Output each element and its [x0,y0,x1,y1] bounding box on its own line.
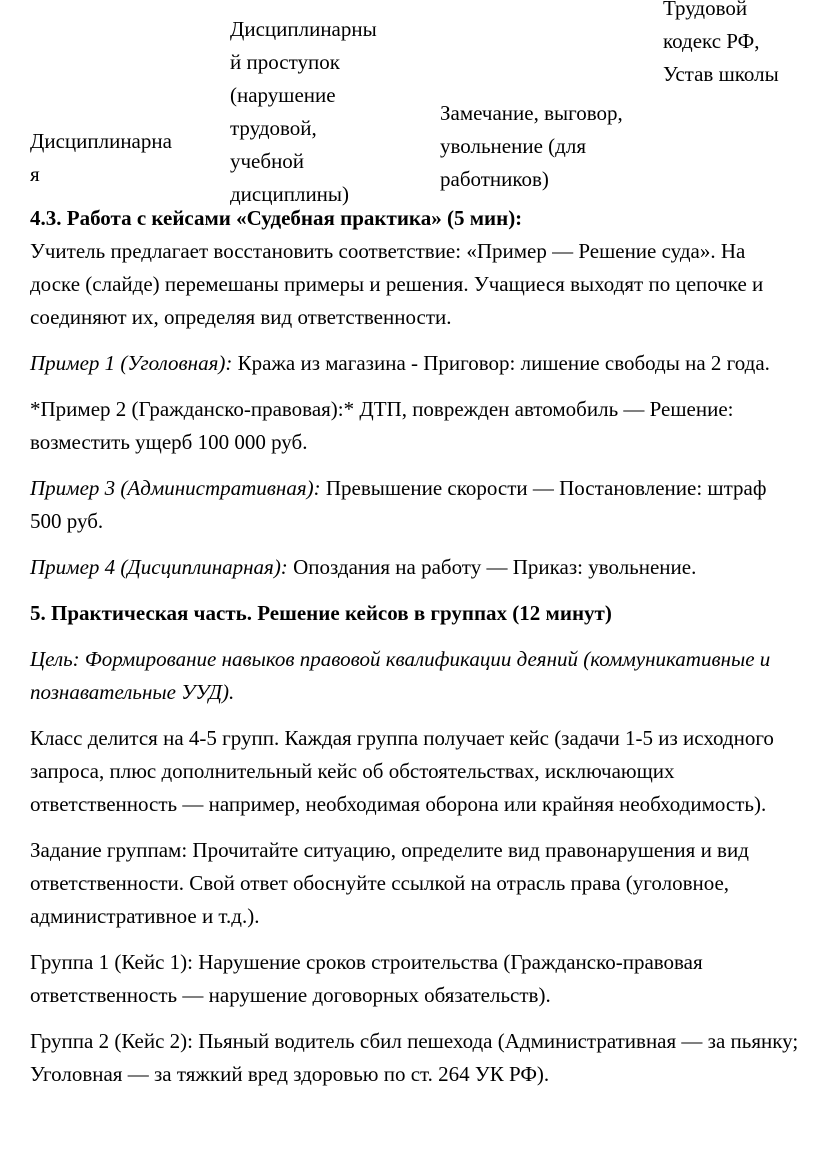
example-4-text: Опоздания на работу — Приказ: увольнение. [287,555,697,579]
example-2-text: *Пример 2 (Гражданско-правовая):* ДТП, поврежден автомобиль — Решение: возместить ущерб 100 000 руб. [30,397,734,454]
table-cell-offense: Дисциплинарны й проступок (нарушение трудовой, учебной дисциплины) [230,17,377,206]
section-4-3-intro: Учитель предлагает восстановить соответствие: «Пример — Решение суда». На доске (слайде) перемешаны примеры и решения. Учащиеся выходят по цепочке и соединяют их, определяя вид ответственности. [30,239,764,329]
section-5-p2: Задание группам: Прочитайте ситуацию, определите вид правонарушения и вид ответственности. Свой ответ обоснуйте ссылкой на отрасль права (уголовное, административное и т.д.). [30,838,749,928]
example-2 [30,393,800,459]
example-3-text: Превышение скорости — Постановление: штраф 500 руб. [30,476,767,533]
table-cell-law: Трудовой кодекс РФ, Устав школы [663,0,779,86]
example-4-label: Пример 4 (Дисциплинарная): [30,555,288,579]
document-body [30,202,800,1091]
section-5-p1: Класс делится на 4-5 групп. Каждая группа получает кейс (задачи 1-5 из исходного запроса, плюс дополнительный кейс об обстоятельствах, исключающих ответственность — например, необходимая оборона или крайняя необходимость). [30,726,774,816]
example-4 [30,551,800,584]
section-5-heading: 5. Практическая часть. Решение кейсов в группах (12 минут) [30,601,612,625]
example-1-text: Кража из магазина - Приговор: лишение свободы на 2 года. [232,351,770,375]
section-5-p4: Группа 2 (Кейс 2): Пьяный водитель сбил пешехода (Административная — за пьянку; Уголовная — за тяжкий вред здоровью по ст. 264 УК РФ). [30,1029,799,1086]
table-cell-sanction: Замечание, выговор, увольнение (для работников) [440,101,623,191]
example-1 [30,347,800,380]
example-3 [30,472,800,538]
example-1-label: Пример 1 (Уголовная): [30,351,233,375]
table-cell-type: Дисциплинарна я [30,129,172,186]
section-5-goal: Цель: Формирование навыков правовой квалификации деяний (коммуникативные и познавательные УУД). [30,647,771,704]
section-5-p3: Группа 1 (Кейс 1): Нарушение сроков строительства (Гражданско-правовая ответственность — нарушение договорных обязательств). [30,950,703,1007]
example-3-label: Пример 3 (Административная): [30,476,321,500]
section-4-3-heading: 4.3. Работа с кейсами «Судебная практика» (5 мин): [30,206,523,230]
